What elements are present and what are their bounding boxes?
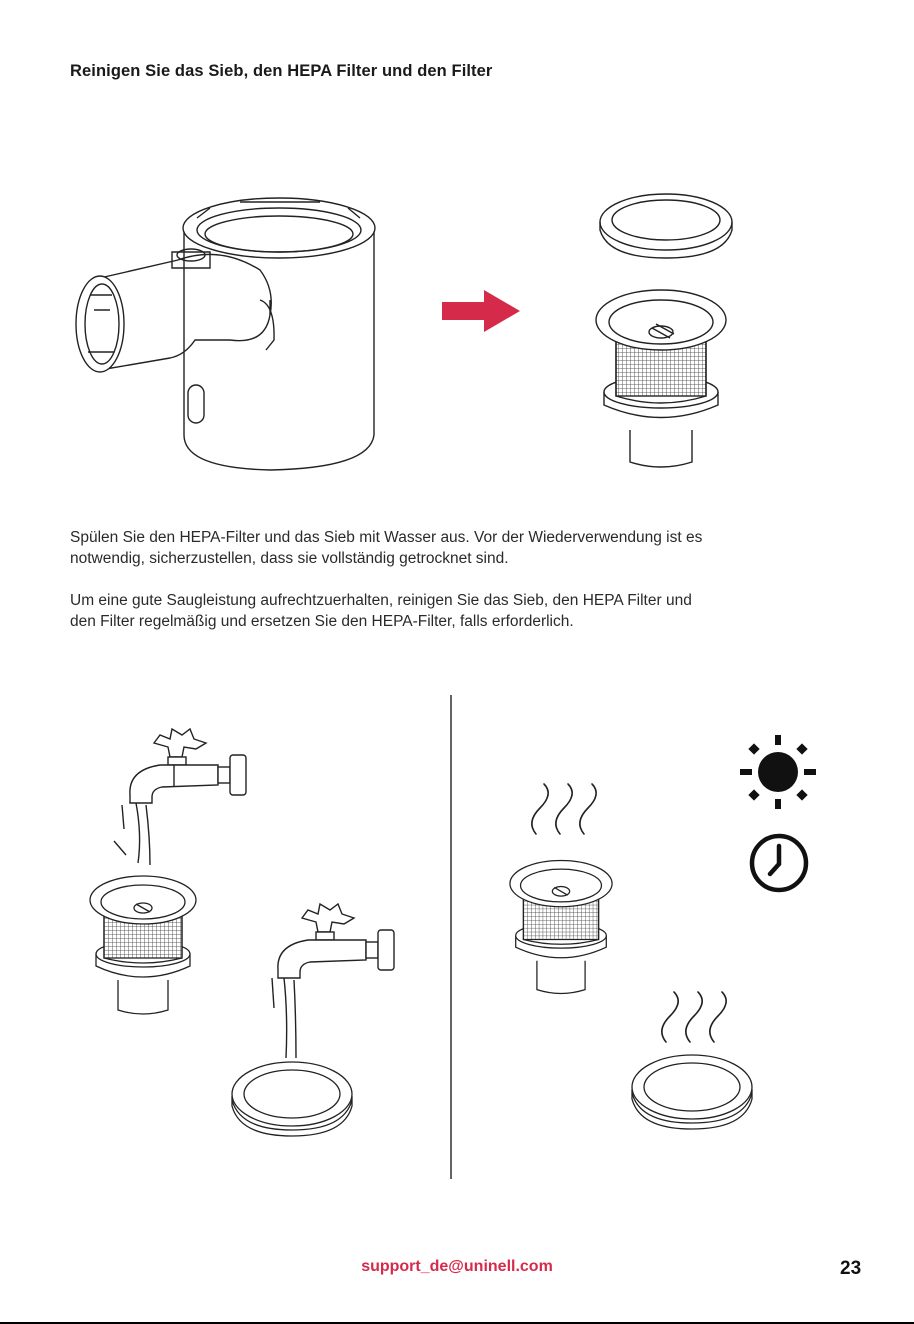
page-heading: Reinigen Sie das Sieb, den HEPA Filter und den Filter	[70, 62, 493, 80]
page-number: 23	[840, 1258, 862, 1279]
filter-ring-illustration	[230, 1060, 354, 1138]
clock-icon	[748, 832, 810, 894]
hepa-filter-illustration	[508, 852, 614, 1000]
water-tap-icon	[110, 725, 255, 870]
hepa-filter-illustration	[88, 870, 198, 1018]
filter-ring-illustration	[598, 190, 734, 262]
paragraph-line: Um eine gute Saugleistung aufrechtzuerhalten, reinigen Sie das Sieb, den HEPA Filter und	[70, 592, 692, 609]
water-tap-icon	[258, 900, 403, 1060]
sun-icon	[738, 735, 818, 809]
steam-icon	[652, 988, 734, 1046]
paragraph-line: den Filter regelmäßig und ersetzen Sie den HEPA-Filter, falls erforderlich.	[70, 613, 574, 630]
steam-icon	[522, 780, 604, 838]
vertical-divider	[449, 695, 453, 1179]
paragraph-line: notwendig, sicherzustellen, dass sie vollständig getrocknet sind.	[70, 550, 509, 567]
dust-cup-illustration	[60, 180, 390, 490]
support-email-link[interactable]: support_de@uninell.com	[361, 1258, 553, 1275]
instruction-paragraph-rinse	[70, 527, 850, 569]
filter-ring-illustration	[630, 1050, 754, 1134]
paragraph-line: Spülen Sie den HEPA-Filter und das Sieb mit Wasser aus. Vor der Wiederverwendung ist es	[70, 529, 703, 546]
hepa-filter-illustration	[594, 280, 728, 472]
arrow-right-icon	[440, 288, 522, 334]
instruction-paragraph-maintenance	[70, 590, 850, 632]
